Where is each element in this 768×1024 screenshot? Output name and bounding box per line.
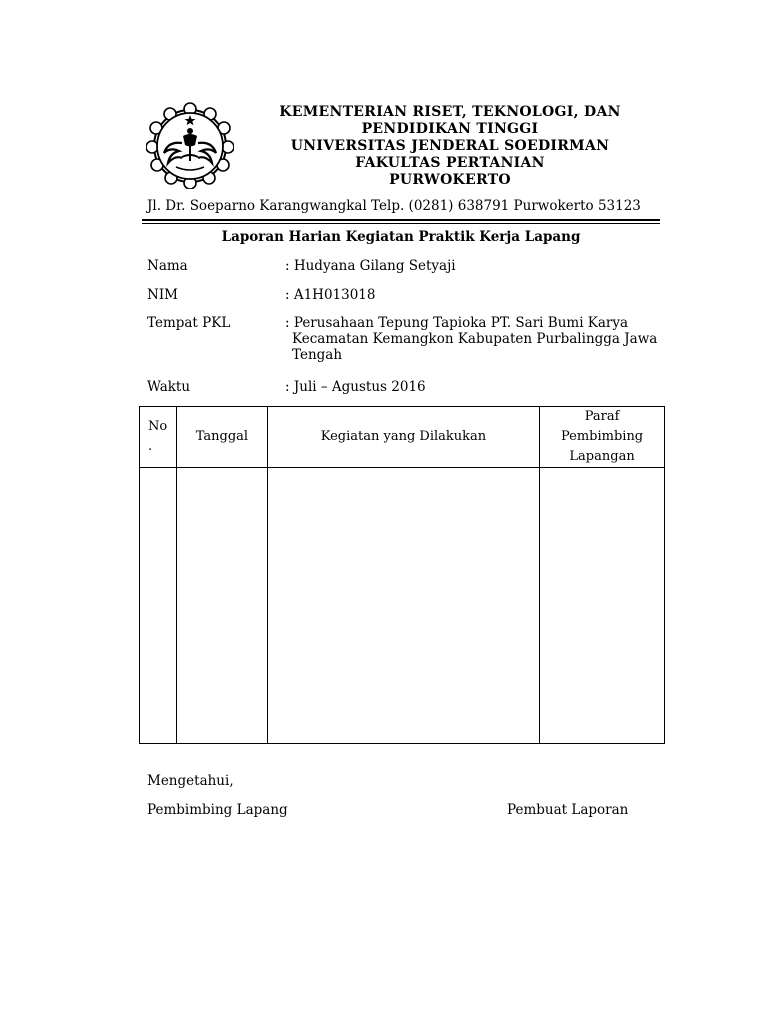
university-crest-icon xyxy=(146,101,234,189)
header-tanggal: Tanggal xyxy=(176,407,267,468)
nama-label: Nama xyxy=(147,258,188,274)
pembimbing-signature-label: Pembimbing Lapang xyxy=(147,802,288,818)
waktu-label: Waktu xyxy=(147,379,191,395)
waktu-value: : Juli – Agustus 2016 xyxy=(285,379,426,395)
faculty-name: FAKULTAS PERTANIAN xyxy=(355,155,545,171)
cell-paraf[interactable] xyxy=(540,468,665,744)
tempat-value xyxy=(285,315,665,363)
nim-value: : A1H013018 xyxy=(285,287,376,303)
header-no: No . xyxy=(140,407,177,468)
address-line: Jl. Dr. Soeparno Karangwangkal Telp. (0281) 638791 Purwokerto 53123 xyxy=(147,198,641,214)
activity-table xyxy=(139,406,665,744)
cell-kegiatan[interactable] xyxy=(267,468,539,744)
pembuat-signature-label: Pembuat Laporan xyxy=(507,802,629,818)
table-header-row xyxy=(140,407,665,468)
mengetahui-text: Mengetahui, xyxy=(147,773,234,789)
nama-value: : Hudyana Gilang Setyaji xyxy=(285,258,456,274)
header-rule-thin xyxy=(142,223,660,224)
header-kegiatan: Kegiatan yang Dilakukan xyxy=(267,407,539,468)
institution-header xyxy=(240,104,660,189)
university-name: UNIVERSITAS JENDERAL SOEDIRMAN xyxy=(290,138,610,154)
tempat-label: Tempat PKL xyxy=(147,315,231,331)
header-rule-thick xyxy=(142,219,660,221)
ministry-line-1: KEMENTERIAN RISET, TEKNOLOGI, DAN xyxy=(279,104,621,120)
cell-no[interactable] xyxy=(140,468,177,744)
header-paraf: Paraf Pembimbing Lapangan xyxy=(540,407,665,468)
tempat-value-line-2: Kecamatan Kemangkon Kabupaten Purbalingga Jawa xyxy=(292,331,658,347)
table-body-row xyxy=(140,468,665,744)
ministry-line-2: PENDIDIKAN TINGGI xyxy=(361,121,539,137)
tempat-value-line-1: : Perusahaan Tepung Tapioka PT. Sari Bumi Karya xyxy=(285,315,629,331)
document-title: Laporan Harian Kegiatan Praktik Kerja Lapang xyxy=(221,229,581,245)
nim-label: NIM xyxy=(147,287,178,303)
tempat-value-line-3: Tengah xyxy=(292,347,343,363)
cell-tanggal[interactable] xyxy=(176,468,267,744)
city-name: PURWOKERTO xyxy=(389,172,511,188)
